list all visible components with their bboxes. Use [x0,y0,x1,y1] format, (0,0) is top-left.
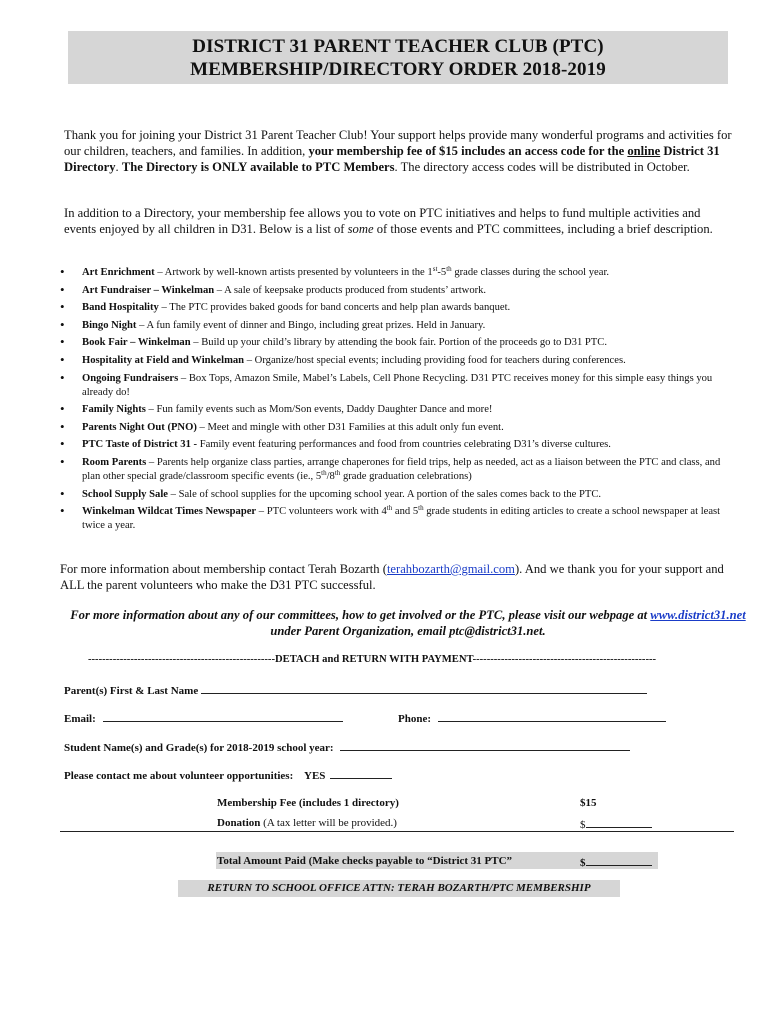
event-sup: th [418,504,424,513]
event-name: PTC Taste of District 31 - [82,439,198,451]
event-desc: – Parents help organize class parties, arrange chaperones for field trips, help as needed, act as a liaison between the PTC and class, and plan other special grade/classroom specific events (ie., 5 [82,456,721,482]
volunteer-yes-label: YES [304,770,326,782]
email-label: Email: [64,713,96,725]
benefits-text: In addition to a Directory, your membership fee allows you to vote on PTC initiatives and helps to fund multiple activities and events enjoyed by all children in D31. Below is a list of [64,206,701,236]
event-name: Room Parents [82,456,147,468]
parent-name-row [64,683,647,697]
list-item [60,456,736,484]
list-item [60,301,736,315]
more-info-paragraph [68,608,748,640]
website-link[interactable]: www.district31.net [650,608,746,622]
event-desc: – PTC volunteers work with 4 [256,506,387,518]
event-name: Ongoing Fundraisers [82,372,179,384]
donation-note: (A tax letter will be provided.) [260,817,397,829]
intro-fee-text: your membership fee of $15 includes an access code for the [308,143,628,158]
volunteer-label: Please contact me about volunteer opportunities: [64,770,294,782]
event-desc: – Box Tops, Amazon Smile, Mabel’s Labels, Cell Phone Recycling. D31 PTC receives money for this simple easy things you already do! [82,372,713,398]
event-name: Art Fundraiser – Winkelman [82,284,215,296]
list-item [60,505,736,533]
donation-amount-row [580,817,652,831]
event-desc: – A sale of keepsake products produced from students’ artwork. [214,284,487,296]
phone-field[interactable] [438,711,666,722]
event-name: Family Nights [82,404,146,416]
more-info-email-text: under Parent Organization, email ptc@district31.net. [270,623,546,638]
detach-dashes-left: ----------------------------------------------------- [88,654,275,665]
event-name: Bingo Night [82,319,137,331]
parent-name-label: Parent(s) First & Last Name [64,685,199,697]
parent-name-field[interactable] [201,683,647,694]
event-name: Parents Night Out (PNO) [82,421,197,433]
event-sup: th [446,265,452,273]
total-field[interactable] [586,855,652,866]
volunteer-yes-field[interactable] [330,768,392,779]
intro-members-only: The Directory is ONLY available to PTC Members [121,159,395,174]
event-desc: – Sale of school supplies for the upcoming school year. A portion of the sales comes back to the PTC. [167,488,602,500]
volunteer-row [64,768,392,782]
contact-text: For more information about membership contact Terah Bozarth ( [60,562,387,576]
event-desc: – Meet and mingle with other D31 Families at this adult only fun event. [196,421,504,433]
list-item [60,372,736,400]
list-item [60,319,736,333]
email-field[interactable] [103,711,343,722]
intro-period: . [115,159,122,174]
divider [60,831,734,832]
phone-label: Phone: [398,713,431,725]
event-desc: /8 [326,470,335,482]
total-label: Total Amount Paid (Make checks payable to “District 31 PTC” [217,855,513,867]
event-name: Winkelman Wildcat Times Newspaper [82,506,257,518]
list-item [60,354,736,368]
list-item [60,488,736,502]
event-desc: Family event featuring performances and food from countries celebrating D31’s diverse cultures. [197,439,611,451]
list-item [60,336,736,350]
detach-dashes-right: ---------------------------------------------------- [472,654,657,665]
list-item [60,438,736,452]
event-desc: grade students in editing articles to create a school newspaper at least twice a year. [82,506,721,532]
event-name: Book Fair – Winkelman [82,337,191,349]
event-desc: -5 [437,267,447,278]
event-name: Band Hospitality [82,302,159,314]
more-info-text: For more information about any of our committees, how to get involved or the PTC, please visit our webpage at [70,608,651,622]
detach-line [88,654,728,665]
event-name: Art Enrichment [82,267,155,278]
student-field[interactable] [340,740,630,751]
event-desc: – The PTC provides baked goods for band concerts and help plan awards banquet. [158,302,511,314]
membership-fee-label: Membership Fee (includes 1 directory) [217,797,399,809]
event-desc: – Build up your child’s library by attending the book fair. Portion of the proceeds go to D31 PTC. [190,337,607,349]
donation-label: Donation [217,817,261,829]
membership-fee-amount: $15 [580,797,597,809]
donation-field[interactable] [586,817,652,828]
intro-codes-text: . The directory access codes will be distributed in October. [394,159,690,174]
donation-currency: $ [580,819,586,831]
contact-thanks-text: ). And we thank you for your support and ALL the parent volunteers who make the D31 PTC successful. [60,562,724,592]
event-desc: – Artwork by well-known artists presented by volunteers in the 1 [154,267,433,278]
title-line-1: DISTRICT 31 PARENT TEACHER CLUB (PTC) [192,36,604,57]
list-item [60,284,736,298]
student-label: Student Name(s) and Grade(s) for 2018-2019 school year: [64,742,334,754]
return-instructions: RETURN TO SCHOOL OFFICE ATTN: TERAH BOZARTH/PTC MEMBERSHIP [178,880,620,897]
donation-row [217,817,397,829]
event-name: School Supply Sale [82,488,168,500]
benefits-text-end: of those events and PTC committees, including a brief description. [373,221,713,236]
contact-email-link[interactable]: terahbozarth@gmail.com [386,562,515,576]
student-row [64,740,630,754]
event-desc: grade graduation celebrations) [340,470,472,482]
intro-text: Thank you for joining your District 31 Parent Teacher Club! Your support helps provide many wonderful programs and activities for our children, teachers, and families. In addition, [64,128,732,158]
event-name: Hospitality at Field and Winkelman [82,354,245,366]
contact-paragraph [60,562,736,594]
event-sup: th [321,468,327,477]
benefits-some: some [347,221,374,236]
event-sup: th [334,468,341,477]
document-title-box [68,31,728,84]
title-line-2: MEMBERSHIP/DIRECTORY ORDER 2018-2019 [190,59,606,80]
events-list [60,266,736,537]
intro-online-text: online [627,143,661,158]
list-item [60,421,736,435]
email-row [64,711,343,725]
event-desc: – A fun family event of dinner and Bingo, including great prizes. Held in January. [136,319,486,331]
event-desc: – Fun family events such as Mom/Son events, Daddy Daughter Dance and more! [145,404,493,416]
intro-directory-text: District 31 Directory [64,143,720,174]
event-desc: and 5 [392,506,419,518]
total-currency: $ [580,857,586,869]
list-item [60,266,736,280]
list-item [60,403,736,417]
event-sup: st [432,265,438,273]
event-sup: th [386,504,393,513]
membership-benefits-paragraph [64,206,734,238]
phone-row [398,711,666,725]
event-desc: – Organize/host special events; including providing food for teachers during conferences. [244,354,626,366]
intro-paragraph [64,128,734,175]
total-amount-row [580,855,652,869]
detach-label: DETACH and RETURN WITH PAYMENT [274,654,473,665]
event-desc: grade classes during the school year. [451,267,610,278]
